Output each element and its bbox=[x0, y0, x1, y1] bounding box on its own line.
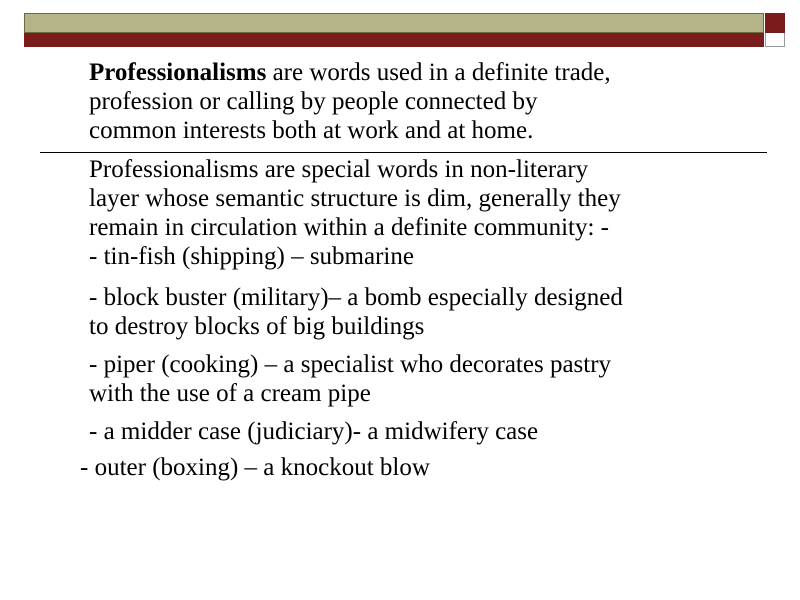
definition-paragraph bbox=[89, 58, 611, 145]
definition-line-1-rest: are words used in a definite trade, bbox=[266, 59, 611, 86]
section-divider bbox=[40, 152, 767, 153]
definition-line-2: profession or calling by people connected by bbox=[89, 88, 538, 115]
example-line: - a midder case (judiciary)- a midwifery case bbox=[89, 418, 539, 445]
example-block-buster bbox=[89, 283, 623, 341]
example-tin-fish: - tin-fish (shipping) – submarine bbox=[89, 243, 414, 270]
example-piper bbox=[89, 350, 611, 408]
example-midder-case bbox=[89, 417, 538, 446]
example-outer bbox=[80, 453, 430, 482]
corner-square-decoration bbox=[765, 13, 785, 33]
description-line: layer whose semantic structure is dim, generally they bbox=[89, 185, 621, 212]
example-line: - outer (boxing) – a knockout blow bbox=[80, 454, 430, 481]
example-line: - piper (cooking) – a specialist who decorates pastry bbox=[89, 351, 612, 378]
title-bar-maroon bbox=[24, 33, 764, 47]
description-line: remain in circulation within a definite community: - bbox=[89, 214, 609, 241]
example-line: with the use of a cream pipe bbox=[89, 380, 371, 407]
example-line: to destroy blocks of big buildings bbox=[89, 313, 425, 340]
corner-outline-decoration bbox=[765, 33, 785, 47]
definition-line-1 bbox=[89, 58, 611, 87]
example-line: - block buster (military)– a bomb especially designed bbox=[89, 284, 623, 311]
description-paragraph bbox=[89, 155, 621, 271]
description-line: Professionalisms are special words in non-literary bbox=[89, 156, 589, 183]
term-professionalisms: Professionalisms bbox=[89, 59, 267, 86]
definition-line-3: common interests both at work and at home. bbox=[89, 117, 534, 144]
title-bar-olive bbox=[24, 13, 764, 33]
